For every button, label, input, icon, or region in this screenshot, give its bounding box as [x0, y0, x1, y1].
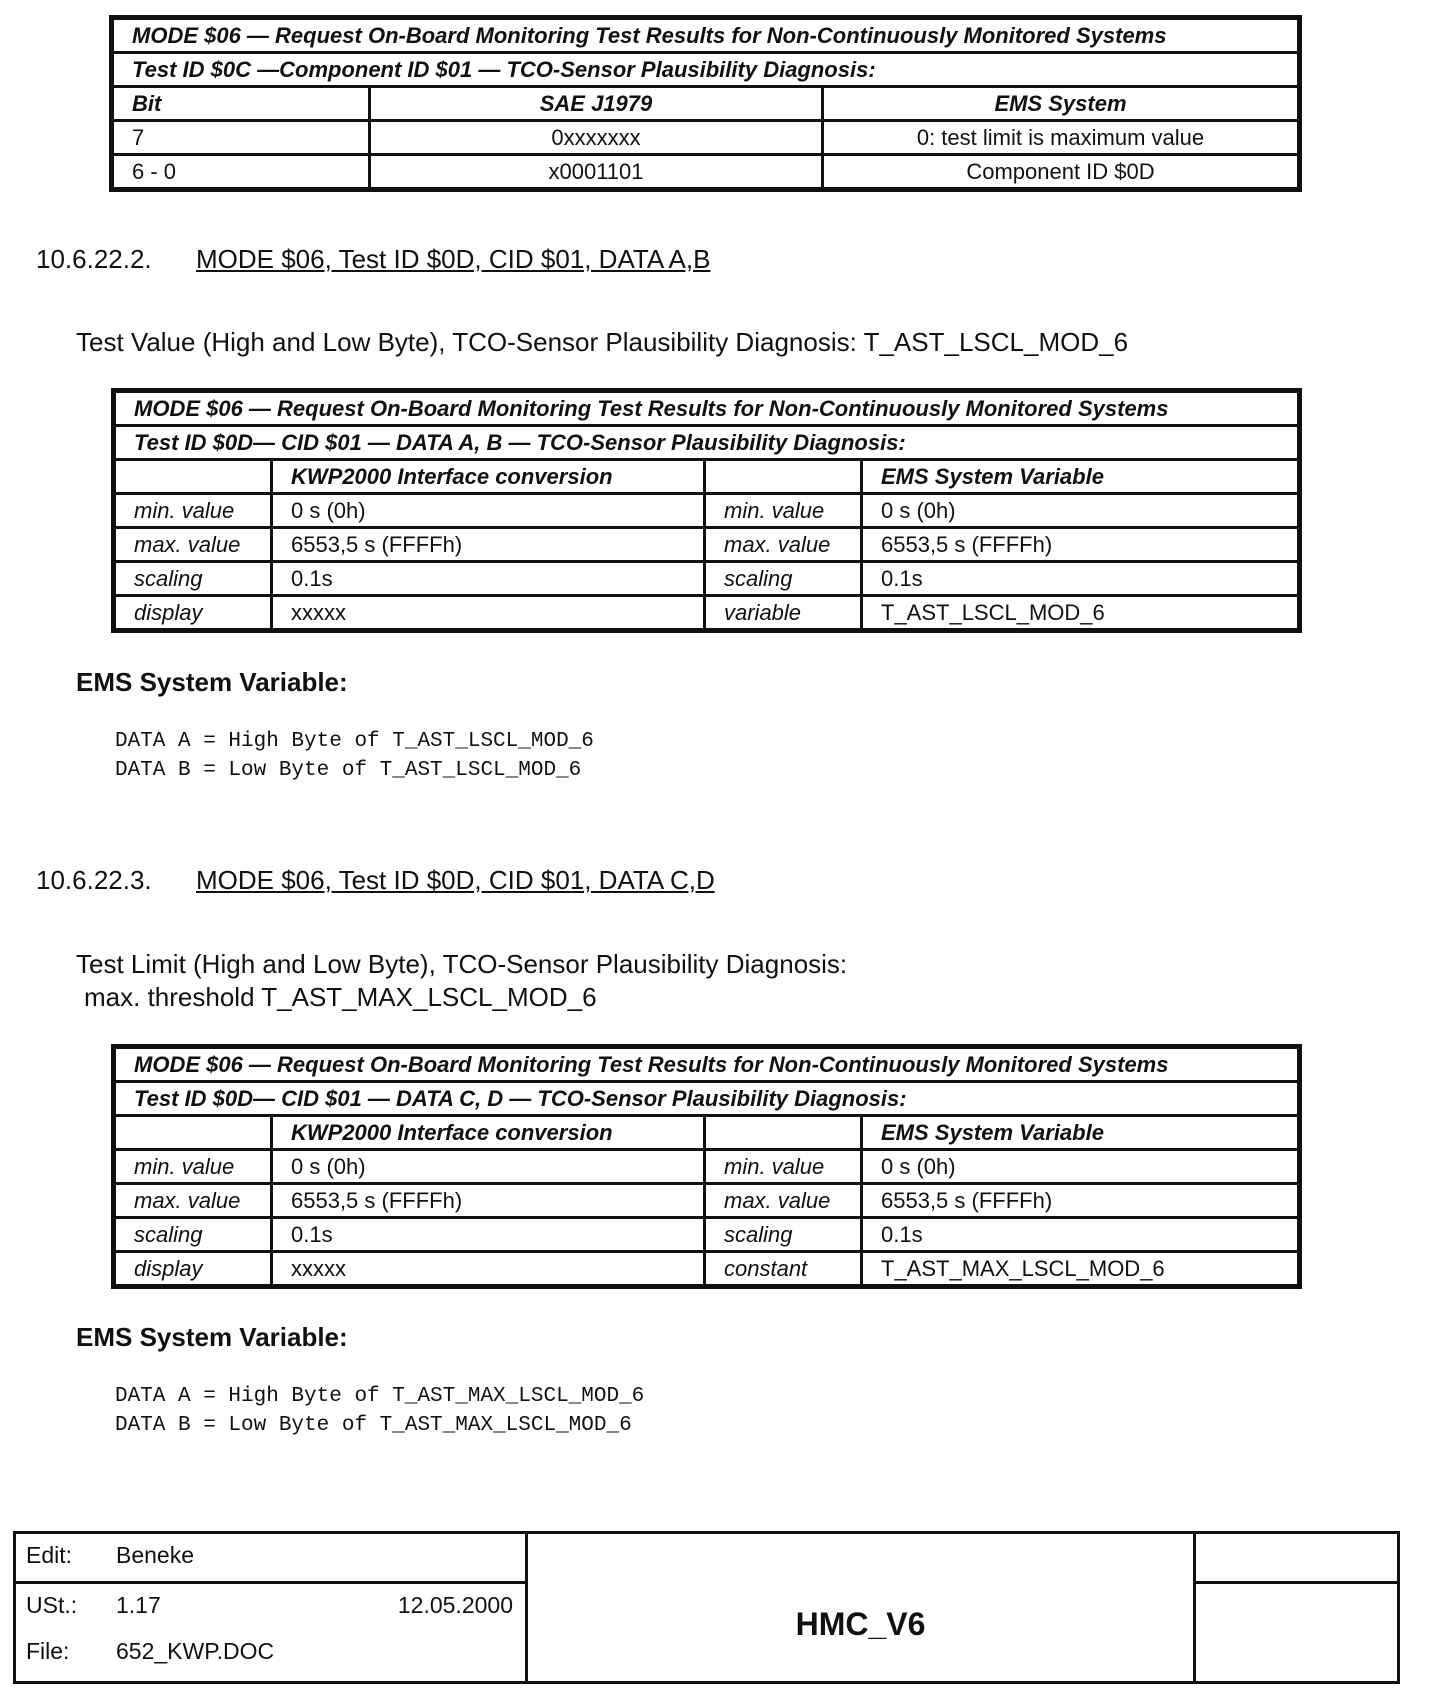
row-label: max. value: [115, 528, 272, 562]
table-cell: xxxxx: [272, 596, 705, 630]
table-row: [113, 155, 1299, 189]
column-header: EMS System Variable: [862, 460, 1299, 494]
row-label: display: [115, 596, 272, 630]
column-header: KWP2000 Interface conversion: [272, 460, 705, 494]
table-row: [115, 1252, 1299, 1286]
table-cell: 0.1s: [862, 562, 1299, 596]
section-description: [76, 948, 847, 1014]
table-test-0c: [111, 17, 1300, 190]
section-title: MODE $06, Test ID $0D, CID $01, DATA C,D: [196, 865, 715, 895]
code-line: DATA B = Low Byte of T_AST_LSCL_MOD_6: [115, 759, 582, 782]
table-row: [115, 596, 1299, 630]
row-label: max. value: [705, 1184, 862, 1218]
ems-variable-heading: EMS System Variable:: [76, 1322, 348, 1352]
code-line: DATA A = High Byte of T_AST_MAX_LSCL_MOD_6: [115, 1385, 645, 1408]
table-cell: 6553,5 s (FFFFh): [862, 1184, 1299, 1218]
table-cell: 0.1s: [862, 1218, 1299, 1252]
row-label: min. value: [705, 1150, 862, 1184]
ems-variable-heading: EMS System Variable:: [76, 667, 348, 697]
column-header: EMS System Variable: [862, 1116, 1299, 1150]
row-label: display: [115, 1252, 272, 1286]
table-cell: 6553,5 s (FFFFh): [862, 528, 1299, 562]
table-cell: x0001101: [370, 155, 823, 189]
table-cell: T_AST_MAX_LSCL_MOD_6: [862, 1252, 1299, 1286]
table-row: [115, 562, 1299, 596]
empty-cell: [115, 460, 272, 494]
footer-empty-cell: [1195, 1583, 1399, 1683]
table-cell: 0.1s: [272, 1218, 705, 1252]
table-cell: 6553,5 s (FFFFh): [272, 1184, 705, 1218]
section-description: Test Value (High and Low Byte), TCO-Sensor Plausibility Diagnosis: T_AST_LSCL_MOD_6: [76, 327, 1129, 357]
footer-info-cell: [15, 1583, 527, 1683]
file-label: File:: [26, 1638, 70, 1664]
row-label: min. value: [705, 494, 862, 528]
row-label: scaling: [705, 1218, 862, 1252]
table-cell: 0 s (0h): [862, 1150, 1299, 1184]
table-cell: 7: [113, 121, 370, 155]
table-cell: xxxxx: [272, 1252, 705, 1286]
row-label: min. value: [115, 494, 272, 528]
table-cell: Component ID $0D: [823, 155, 1299, 189]
table-row: [115, 1184, 1299, 1218]
footer-empty-cell: [1195, 1533, 1399, 1583]
row-label: variable: [705, 596, 862, 630]
edit-value: Beneke: [116, 1542, 195, 1568]
table-title: MODE $06 — Request On-Board Monitoring Test Results for Non-Continuously Monitored Systems: [113, 19, 1299, 53]
ust-value: 1.17: [116, 1592, 161, 1618]
table-cell: T_AST_LSCL_MOD_6: [862, 596, 1299, 630]
edit-label: Edit:: [26, 1542, 73, 1568]
section-title: MODE $06, Test ID $0D, CID $01, DATA A,B: [196, 244, 711, 274]
row-label: scaling: [115, 1218, 272, 1252]
empty-cell: [705, 1116, 862, 1150]
document-footer: [13, 1531, 1400, 1684]
table-cell: 6553,5 s (FFFFh): [272, 528, 705, 562]
section-heading-3: [36, 865, 715, 896]
row-label: max. value: [115, 1184, 272, 1218]
table-cell: 0 s (0h): [862, 494, 1299, 528]
section-number: 10.6.22.2.: [36, 244, 152, 274]
table-row: [115, 494, 1299, 528]
file-value: 652_KWP.DOC: [116, 1638, 275, 1664]
row-label: max. value: [705, 528, 862, 562]
table-title: MODE $06 — Request On-Board Monitoring Test Results for Non-Continuously Monitored Systems: [115, 1048, 1299, 1082]
table-data-cd: [113, 1046, 1300, 1287]
table-subtitle: Test ID $0D— CID $01 — DATA C, D — TCO-Sensor Plausibility Diagnosis:: [115, 1082, 1299, 1116]
footer-title-cell: [527, 1533, 1195, 1683]
document-date: 12.05.2000: [397, 1592, 513, 1618]
code-line: DATA B = Low Byte of T_AST_MAX_LSCL_MOD_6: [115, 1414, 632, 1437]
description-line: Test Limit (High and Low Byte), TCO-Sensor Plausibility Diagnosis:: [76, 949, 848, 979]
code-block: [115, 727, 594, 785]
footer-edit-cell: [15, 1533, 527, 1583]
table-cell: 0: test limit is maximum value: [823, 121, 1299, 155]
table-cell: 0 s (0h): [272, 1150, 705, 1184]
table-data-ab: [113, 390, 1300, 631]
table-row: [113, 121, 1299, 155]
row-label: min. value: [115, 1150, 272, 1184]
row-label: constant: [705, 1252, 862, 1286]
code-line: DATA A = High Byte of T_AST_LSCL_MOD_6: [115, 730, 594, 753]
table-row: [115, 1218, 1299, 1252]
document-title: HMC_V6: [795, 1606, 926, 1642]
description-line: max. threshold T_AST_MAX_LSCL_MOD_6: [84, 982, 597, 1012]
table-row: [115, 528, 1299, 562]
table-cell: 6 - 0: [113, 155, 370, 189]
column-header: KWP2000 Interface conversion: [272, 1116, 705, 1150]
column-header: EMS System: [823, 87, 1299, 121]
column-header: Bit: [113, 87, 370, 121]
ust-label: USt.:: [26, 1592, 78, 1618]
table-cell: 0.1s: [272, 562, 705, 596]
section-number: 10.6.22.3.: [36, 865, 152, 895]
empty-cell: [115, 1116, 272, 1150]
table-cell: 0xxxxxxx: [370, 121, 823, 155]
table-subtitle: Test ID $0D— CID $01 — DATA A, B — TCO-Sensor Plausibility Diagnosis:: [115, 426, 1299, 460]
table-row: [115, 1150, 1299, 1184]
column-header: SAE J1979: [370, 87, 823, 121]
empty-cell: [705, 460, 862, 494]
section-heading-2: [36, 244, 710, 275]
row-label: scaling: [115, 562, 272, 596]
table-subtitle: Test ID $0C —Component ID $01 — TCO-Sensor Plausibility Diagnosis:: [113, 53, 1299, 87]
table-cell: 0 s (0h): [272, 494, 705, 528]
row-label: scaling: [705, 562, 862, 596]
code-block: [115, 1382, 644, 1440]
table-title: MODE $06 — Request On-Board Monitoring Test Results for Non-Continuously Monitored Systems: [115, 392, 1299, 426]
